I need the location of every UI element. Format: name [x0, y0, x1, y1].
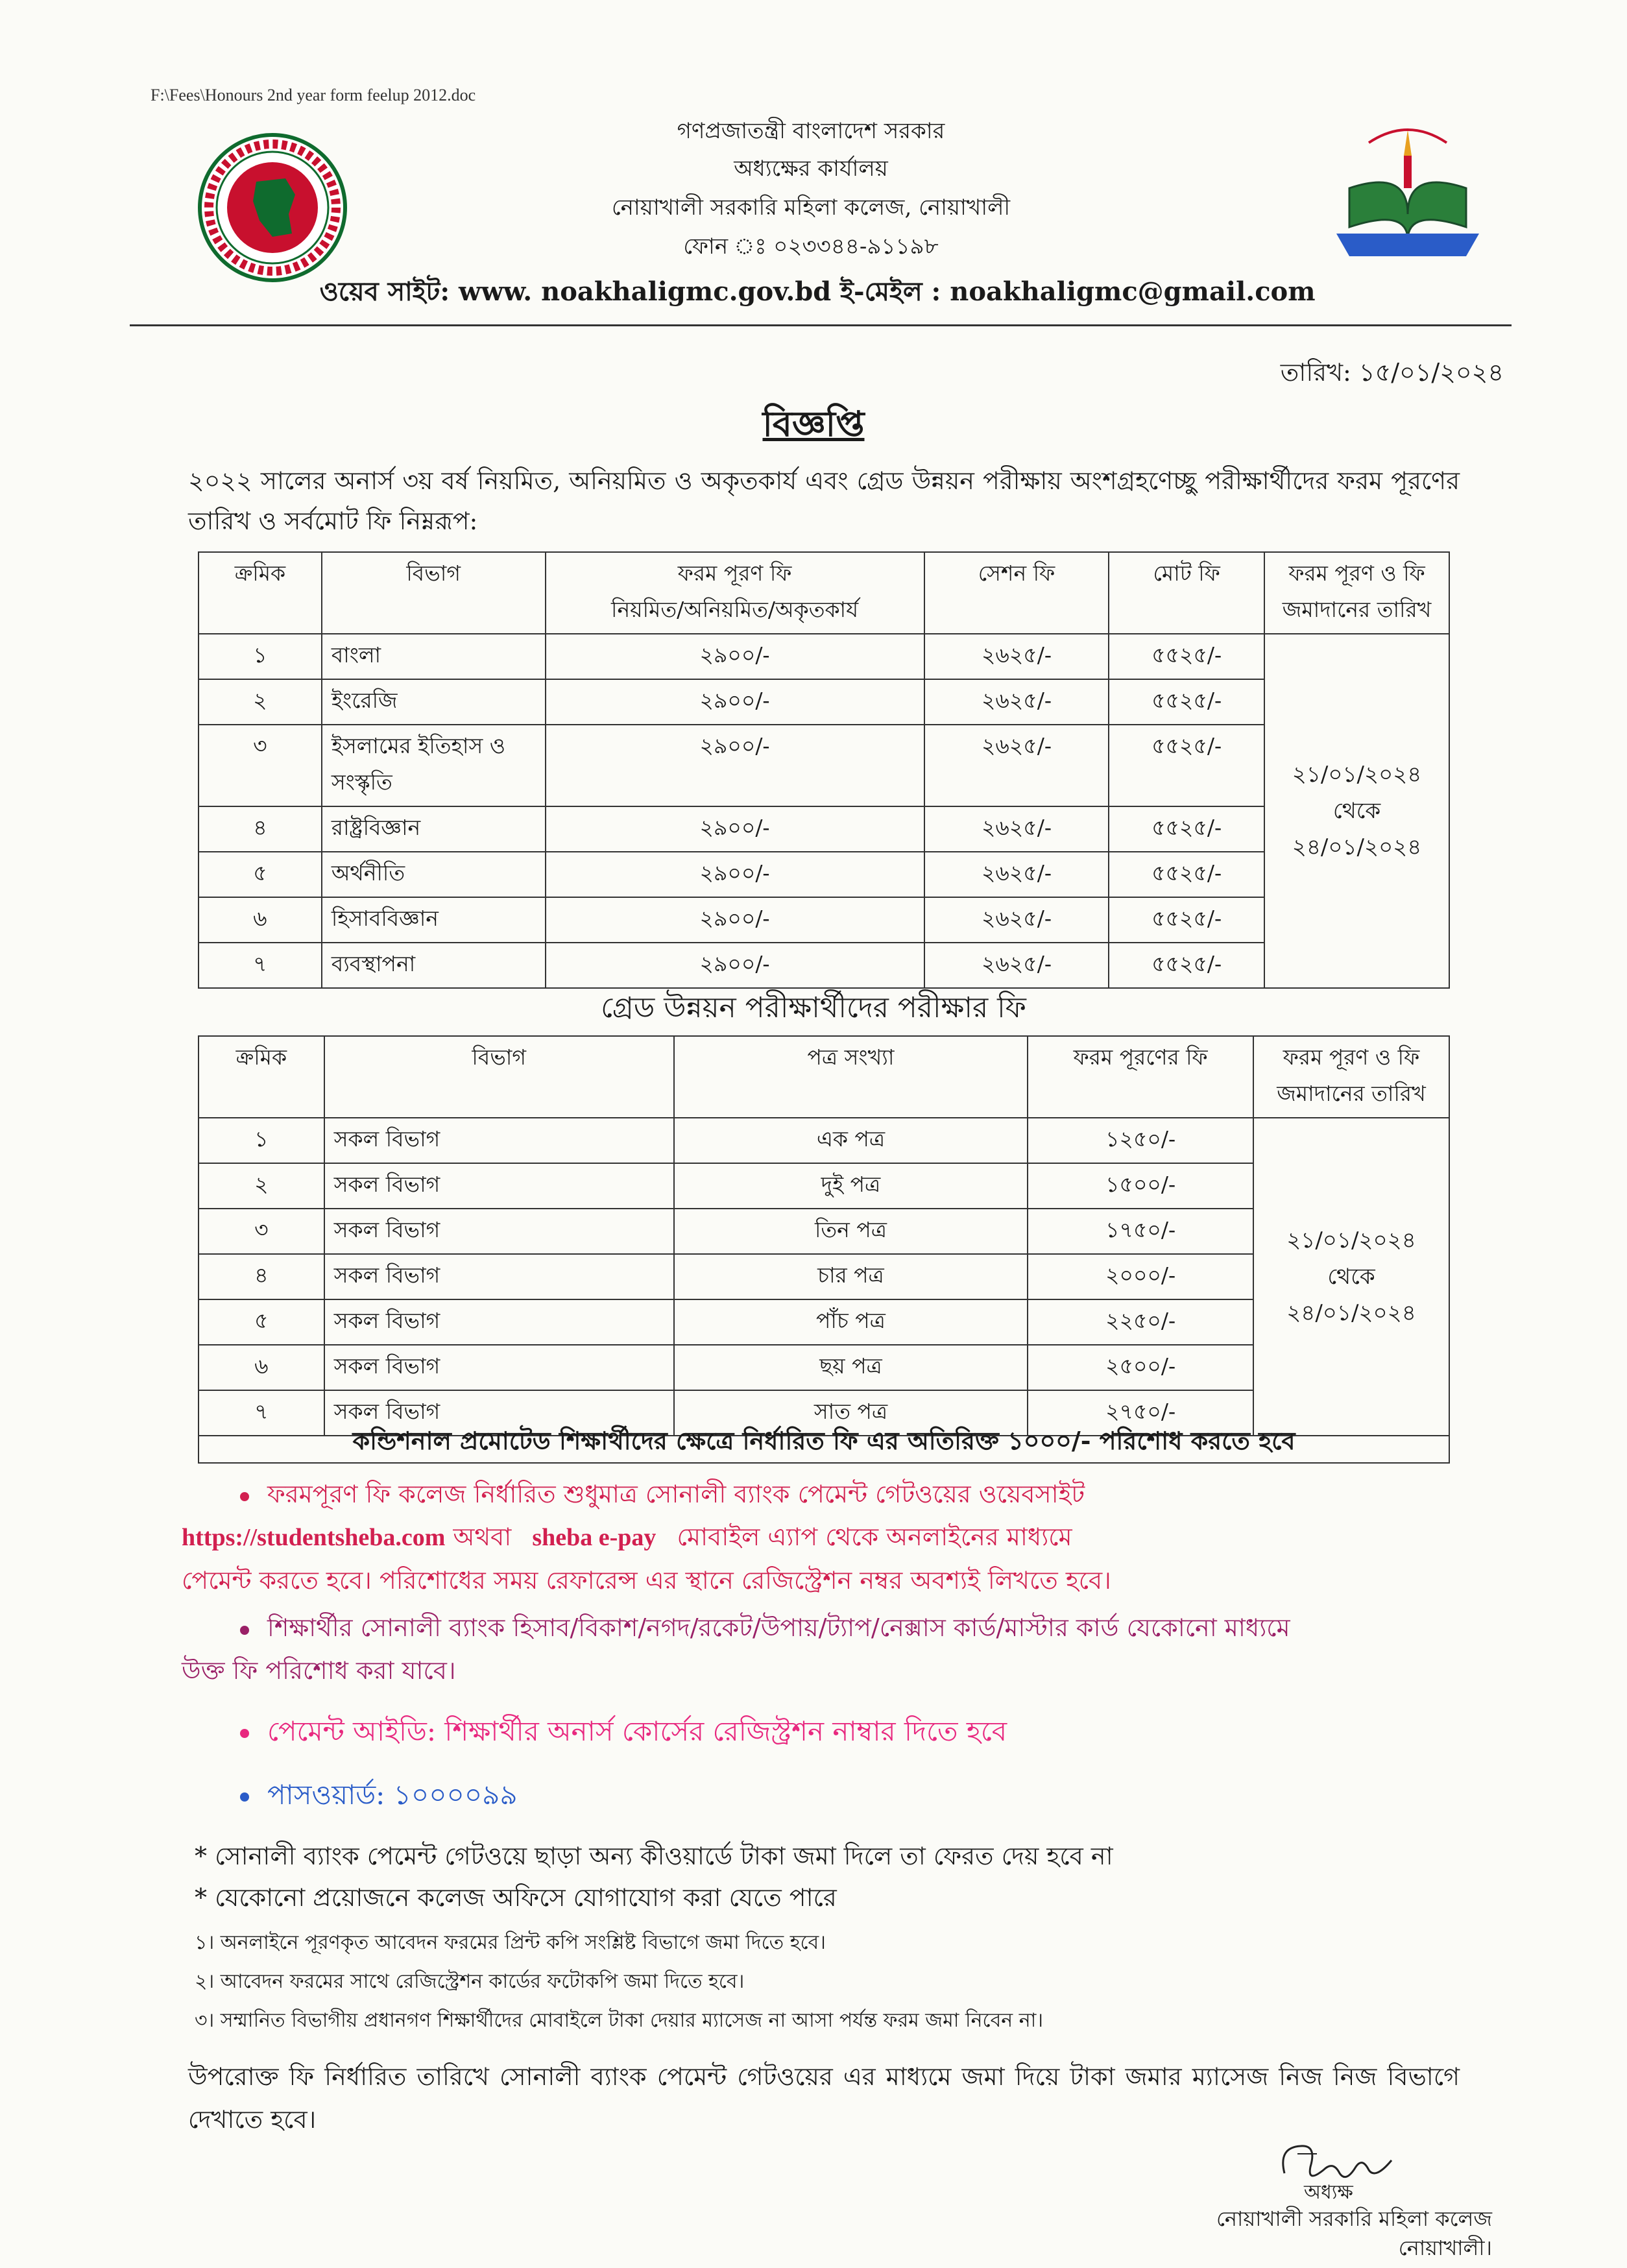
closing-paragraph: উপরোক্ত ফি নির্ধারিত তারিখে সোনালী ব্যাংক পেমেন্ট গেটওয়ের এর মাধ্যমে জমা দিয়ে টাকা জমার ম্যাসেজ নিজ নিজ বিভাগে দেখাতে হবে। — [188, 2062, 1460, 2134]
col-form-fee: ফরম পূরণের ফি — [1028, 1036, 1253, 1118]
bullet-payment-id: পেমেন্ট আইডি: শিক্ষার্থীর অনার্স কোর্সের রেজিস্ট্রশন নাম্বার দিতে হবে — [240, 1710, 1460, 1753]
table-row: ৩ সকল বিভাগ তিন পত্র ১৭৫০/- — [199, 1209, 1449, 1254]
table-row: ৩ ইসলামের ইতিহাস ও সংস্কৃতি ২৯০০/- ২৬২৫/- ৫৫২৫/- — [199, 725, 1449, 806]
studentsheba-link[interactable]: https://studentsheba.com — [182, 1524, 446, 1551]
star-note-1: * সোনালী ব্যাংক পেমেন্ট গেটওয়ে ছাড়া অন্য কীওয়ার্ডে টাকা জমা দিলে তা ফেরত দেয় হবে না — [195, 1842, 1113, 1870]
fee-table-regular — [198, 551, 1450, 989]
table-row: ৬ সকল বিভাগ ছয় পত্র ২৫০০/- — [199, 1345, 1449, 1390]
col-session-fee: সেশন ফি — [924, 552, 1109, 634]
fee-table-grade-improvement — [198, 1035, 1450, 1436]
bullet-dot-icon — [240, 1729, 249, 1738]
signature-org: নোয়াখালী সরকারি মহিলা কলেজ — [1216, 2206, 1492, 2231]
table-row: ৫ অর্থনীতি ২৯০০/- ২৬২৫/- ৫৫২৫/- — [199, 852, 1449, 897]
header-line3: নোয়াখালী সরকারি মহিলা কলেজ, নোয়াখালী — [611, 195, 1011, 221]
table-row: ১ বাংলা ২৯০০/- ২৬২৫/- ৫৫২৫/- ২১/০১/২০২৪ থেকে ২৪/০১/২০২৪ — [199, 634, 1449, 679]
col-serial: ক্রমিক — [199, 552, 322, 634]
table-row: ৬ হিসাববিজ্ঞান ২৯০০/- ২৬২৫/- ৫৫২৫/- — [199, 897, 1449, 943]
col-form-fee: ফরম পূরণ ফি নিয়মিত/অনিয়মিত/অকৃতকার্য — [546, 552, 924, 634]
table2-title: গ্রেড উন্নয়ন পরীক্ষার্থীদের পরীক্ষার ফি — [601, 991, 1026, 1024]
table-row: ৫ সকল বিভাগ পাঁচ পত্র ২২৫০/- — [199, 1299, 1449, 1345]
col-department: বিভাগ — [322, 552, 546, 634]
sheba-epay-app: sheba e-pay — [532, 1524, 657, 1551]
header-phone: ফোন ঃ ০২৩৩৪৪-৯১১৯৮ — [683, 234, 939, 259]
table-row: ৪ রাষ্ট্রবিজ্ঞান ২৯০০/- ২৬২৫/- ৫৫২৫/- — [199, 806, 1449, 852]
col-total-fee: মোট ফি — [1109, 552, 1264, 634]
bullet-dot-icon — [240, 1792, 249, 1802]
bullet-password: পাসওয়ার্ড: ১০০০০৯৯ — [240, 1774, 1460, 1816]
header-divider — [130, 324, 1512, 326]
col-paper-count: পত্র সংখ্যা — [674, 1036, 1028, 1118]
notice-intro: ২০২২ সালের অনার্স ৩য় বর্ষ নিয়মিত, অনিয়মিত ও অকৃতকার্য এবং গ্রেড উন্নয়ন পরীক্ষায় অংশগ্রহণেচ্ছু পরীক্ষার্থীদের ফরম পূরণের তারিখ ও সর্বমোট ফি নিম্নরূপ: — [188, 466, 1460, 535]
header-line1: গণপ্রজাতন্ত্রী বাংলাদেশ সরকার — [677, 118, 945, 144]
conditional-promoted-note: কন্ডিশনাল প্রমোটেড শিক্ষার্থীদের ক্ষেত্রে নির্ধারিত ফি এর অতিরিক্ত ১০০০/- পরিশোধ করতে হবে — [198, 1419, 1450, 1464]
bullet-dot-icon — [240, 1626, 249, 1635]
col-department: বিভাগ — [324, 1036, 674, 1118]
signature-city: নোয়াখালী। — [1398, 2236, 1492, 2260]
table-row: ২ ইংরেজি ২৯০০/- ২৬২৫/- ৫৫২৫/- — [199, 679, 1449, 725]
table-header-row — [199, 552, 1449, 634]
table2-date-range: ২১/০১/২০২৪ থেকে ২৪/০১/২০২৪ — [1253, 1118, 1449, 1436]
notice-title: বিজ্ঞপ্তি — [762, 403, 865, 444]
bullet-payment-gateway: ফরমপূরণ ফি কলেজ নির্ধারিত শুধুমাত্র সোনালী ব্যাংক পেমেন্ট গেটওয়ের ওয়েবসাইট https://studentsheba.com অথবা sheba e-pay মোবাইল এ্যাপ থেকে অনলাইনের মাধ্যমে পেমেন্ট করতে হবে। পরিশোধের সময় রেফারেন্স এর স্থানে রেজিস্ট্রেশন নম্বর অবশ্যই লিখতে হবে। — [182, 1480, 1111, 1595]
table-row: ২ সকল বিভাগ দুই পত্র ১৫০০/- — [199, 1163, 1449, 1209]
bullet-payment-methods: শিক্ষার্থীর সোনালী ব্যাংক হিসাব/বিকাশ/নগদ/রকেট/উপায়/ট্যাপ/নেক্সাস কার্ড/মাস্টার কার্ড যেকোনো মাধ্যমে উক্ত ফি পরিশোধ করা যাবে। — [182, 1613, 1290, 1685]
bullet-dot-icon — [240, 1492, 249, 1501]
college-logo-icon — [1323, 117, 1492, 272]
header-web-email: ওয়েব সাইট: www. noakhaligmc.gov.bd ই-মেইল : noakhaligmc@gmail.com — [319, 276, 1316, 307]
col-date: ফরম পূরণ ও ফি জমাদানের তারিখ — [1253, 1036, 1449, 1118]
star-note-2: * যেকোনো প্রয়োজনে কলেজ অফিসে যোগাযোগ করা যেতে পারে — [195, 1883, 837, 1912]
table-header-row — [199, 1036, 1449, 1118]
header-line2: অধ্যক্ষের কার্যালয় — [734, 156, 888, 182]
col-date: ফরম পূরণ ও ফি জমাদানের তারিখ — [1264, 552, 1449, 634]
table1-date-range: ২১/০১/২০২৪ থেকে ২৪/০১/২০২৪ — [1264, 634, 1449, 988]
numbered-note-1: ১। অনলাইনে পূরণকৃত আবেদন ফরমের প্রিন্ট কপি সংশ্লিষ্ট বিভাগে জমা দিতে হবে। — [195, 1931, 826, 1954]
table-row: ৭ ব্যবস্থাপনা ২৯০০/- ২৬২৫/- ৫৫২৫/- — [199, 943, 1449, 988]
table-row: ১ সকল বিভাগ এক পত্র ১২৫০/- ২১/০১/২০২৪ থেকে ২৪/০১/২০২৪ — [199, 1118, 1449, 1163]
numbered-note-2: ২। আবেদন ফরমের সাথে রেজিস্ট্রেশন কার্ডের ফটোকপি জমা দিতে হবে। — [195, 1970, 745, 1993]
table-row: ৭ সকল বিভাগ সাত পত্র ২৭৫০/- — [199, 1390, 1449, 1436]
signature-title: অধ্যক্ষ — [1304, 2181, 1353, 2204]
notice-date: তারিখ: ১৫/০১/২০২৪ — [1280, 358, 1504, 387]
col-serial: ক্রমিক — [199, 1036, 324, 1118]
numbered-note-3: ৩। সম্মানিত বিভাগীয় প্রধানগণ শিক্ষার্থীদের মোবাইলে টাকা দেয়ার ম্যাসেজ না আসা পর্যন্ত ফরম জমা নিবেন না। — [195, 2009, 1044, 2032]
file-path: F:\Fees\Honours 2nd year form feelup 2012.doc — [151, 86, 476, 104]
table-row: ৪ সকল বিভাগ চার পত্র ২০০০/- — [199, 1254, 1449, 1299]
